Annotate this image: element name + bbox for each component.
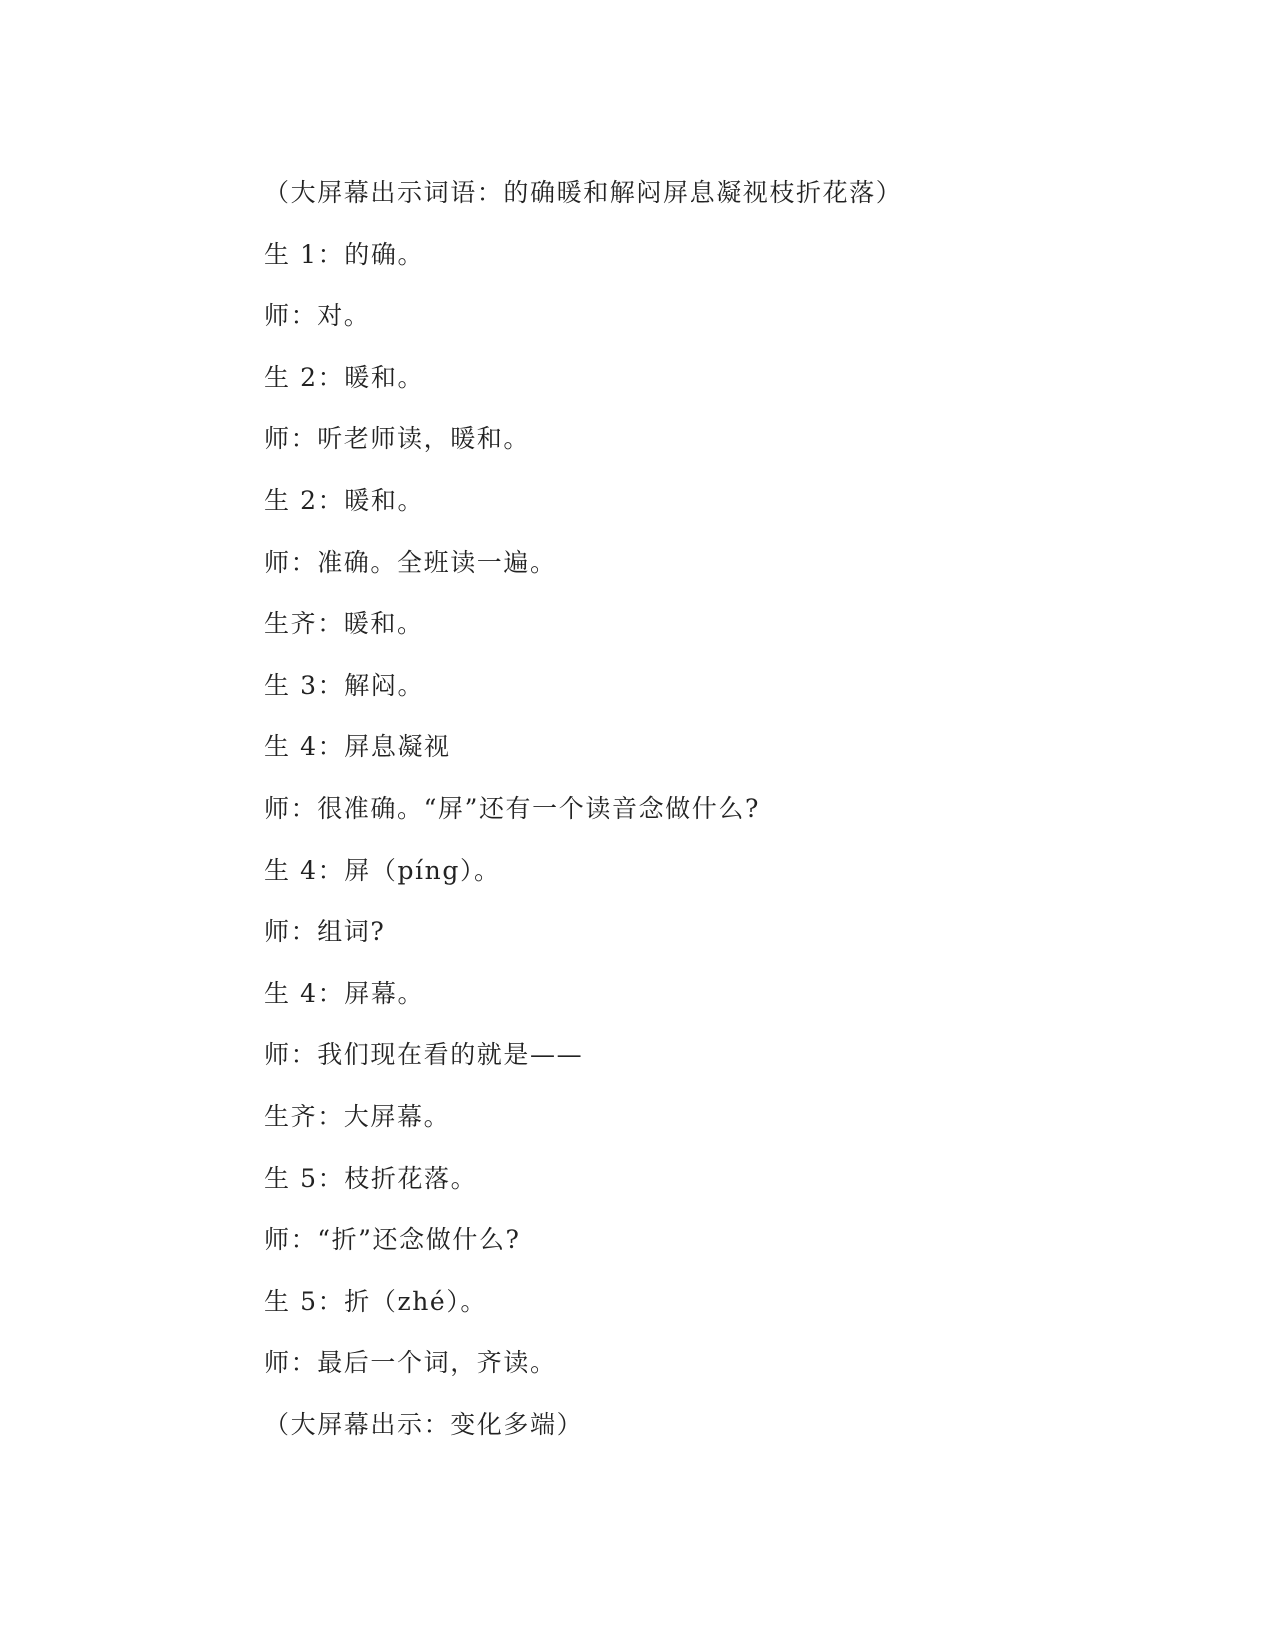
line-student-5: 生 5：折（zhé）。 [264,1286,488,1316]
line-student-2: 生 2：暖和。 [264,362,425,392]
line-teacher: 师：听老师读，暖和。 [264,424,531,454]
line-teacher: 师：对。 [264,301,371,331]
line-screen-words: （大屏幕出示词语：的确暖和解闷屏息凝视枝折花落） [264,178,903,207]
transcript-body [264,162,1024,1455]
line-student-3: 生 3：解闷。 [264,670,425,700]
line-class: 生齐：暖和。 [264,609,424,639]
line-screen-words: （大屏幕出示：变化多端） [264,1409,584,1439]
line-student-4: 生 4：屏（píng）。 [264,855,501,885]
line-student-2: 生 2：暖和。 [264,485,425,515]
line-student-4: 生 4：屏息凝视 [264,732,451,762]
line-student-5: 生 5：枝折花落。 [264,1163,478,1193]
line-student-4: 生 4：屏幕。 [264,978,425,1008]
line-teacher: 师：最后一个词，齐读。 [264,1348,557,1378]
line-teacher: 师：“折”还念做什么? [264,1225,521,1255]
line-teacher: 师：很准确。“屏”还有一个读音念做什么? [264,793,760,823]
line-teacher: 师：我们现在看的就是—— [264,1040,584,1070]
line-teacher: 师：准确。全班读一遍。 [264,547,557,577]
line-class: 生齐：大屏幕。 [264,1101,451,1131]
line-teacher: 师：组词? [264,917,386,947]
line-student-1: 生 1：的确。 [264,239,425,269]
